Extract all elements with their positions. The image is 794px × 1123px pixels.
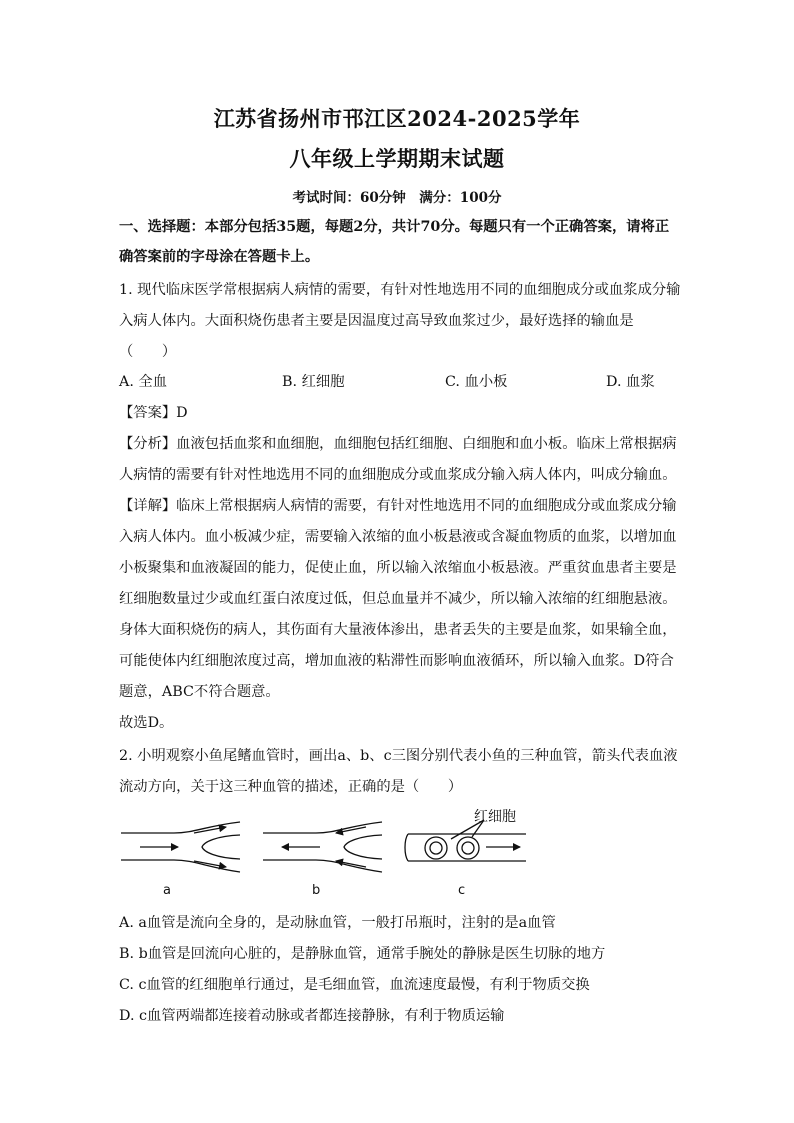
q1-answer: 【答案】D [119,405,188,421]
q1-detail-line: 身体大面积烧伤的病人，其伤面有大量液体渗出，患者丢失的主要是血浆，如果输全血， [119,622,677,638]
q2-option-b: B. b血管是回流向心脏的，是静脉血管，通常手腕处的静脉是医生切脉的地方 [119,946,606,962]
q1-detail-line: 入病人体内。血小板减少症，需要输入浓缩的血小板悬液或含凝血物质的血浆，以增加血 [119,529,677,545]
q2-option-d: D. c血管两端都连接着动脉或者都连接静脉，有利于物质运输 [119,1008,505,1024]
q2-stem-line1: 2. 小明观察小鱼尾鳍血管时，画出a、b、c三图分别代表小鱼的三种血管，箭头代表血液 [119,748,678,764]
q1-option-d: D. 血浆 [606,374,655,390]
red-blood-cell-label: 红细胞 [474,809,516,825]
q2-option-c: C. c血管的红细胞单行通过，是毛细血管，血流速度最慢，有利于物质交换 [119,977,590,993]
q1-blank: （ ） [119,344,177,360]
vessel-b-drawing [263,822,382,872]
q1-stem-line2: 入病人体内。大面积烧伤患者主要是因温度过高导致血浆过少，最好选择的输血是 [119,313,634,329]
q1-analysis-line1: 【分析】血液包括血浆和血细胞，血细胞包括红细胞、白细胞和血小板。临床上常根据病 [119,436,677,452]
figure-label-a: a [163,883,171,898]
figure-label-c: c [458,883,466,898]
q1-option-a: A. 全血 [119,374,168,390]
vessel-a-drawing [121,822,240,872]
q1-conclusion: 故选D。 [119,715,174,731]
q2-stem-line2: 流动方向，关于这三种血管的描述，正确的是（ ） [119,779,463,795]
page-title-line2: 八年级上学期期末试题 [289,146,505,171]
q1-detail-line: 小板聚集和血液凝固的能力，促使止血，所以输入浓缩血小板悬液。严重贫血患者主要是 [119,560,677,576]
exam-info: 考试时间：60分钟 满分：100分 [292,190,502,206]
q1-detail-line: 【详解】临床上常根据病人病情的需要，有针对性地选用不同的血细胞成分或血浆成分输 [119,498,677,514]
q1-detail-line: 红细胞数量过少或血红蛋白浓度过低，但总血量并不减少，所以输入浓缩的红细胞悬液。 [119,591,677,607]
blood-vessel-diagram [116,800,536,900]
vessel-c-drawing [405,820,526,861]
q1-analysis-line2: 人病情的需要有针对性地选用不同的血细胞成分或血浆成分输入病人体内，叫成分输血。 [119,467,677,483]
q1-option-c: C. 血小板 [445,374,508,390]
section-heading-line2: 确答案前的字母涂在答题卡上。 [119,249,320,265]
q1-stem-line1: 1. 现代临床医学常根据病人病情的需要，有针对性地选用不同的血细胞成分或血浆成分输 [119,282,681,298]
q1-detail-line: 可能使体内红细胞浓度过高，增加血液的粘滞性而影响血液循环，所以输入血浆。D符合 [119,653,674,669]
figure-label-b: b [312,883,321,898]
section-heading-line1: 一、选择题：本部分包括35题，每题2分，共计70分。每题只有一个正确答案，请将正 [119,219,670,235]
q1-detail-line: 题意，ABC不符合题意。 [119,684,280,700]
page-title-line1: 江苏省扬州市邗江区2024-2025学年 [213,106,581,131]
q2-option-a: A. a血管是流向全身的，是动脉血管，一般打吊瓶时，注射的是a血管 [119,915,556,931]
q1-option-b: B. 红细胞 [282,374,345,390]
blood-vessel-figure [116,800,536,900]
